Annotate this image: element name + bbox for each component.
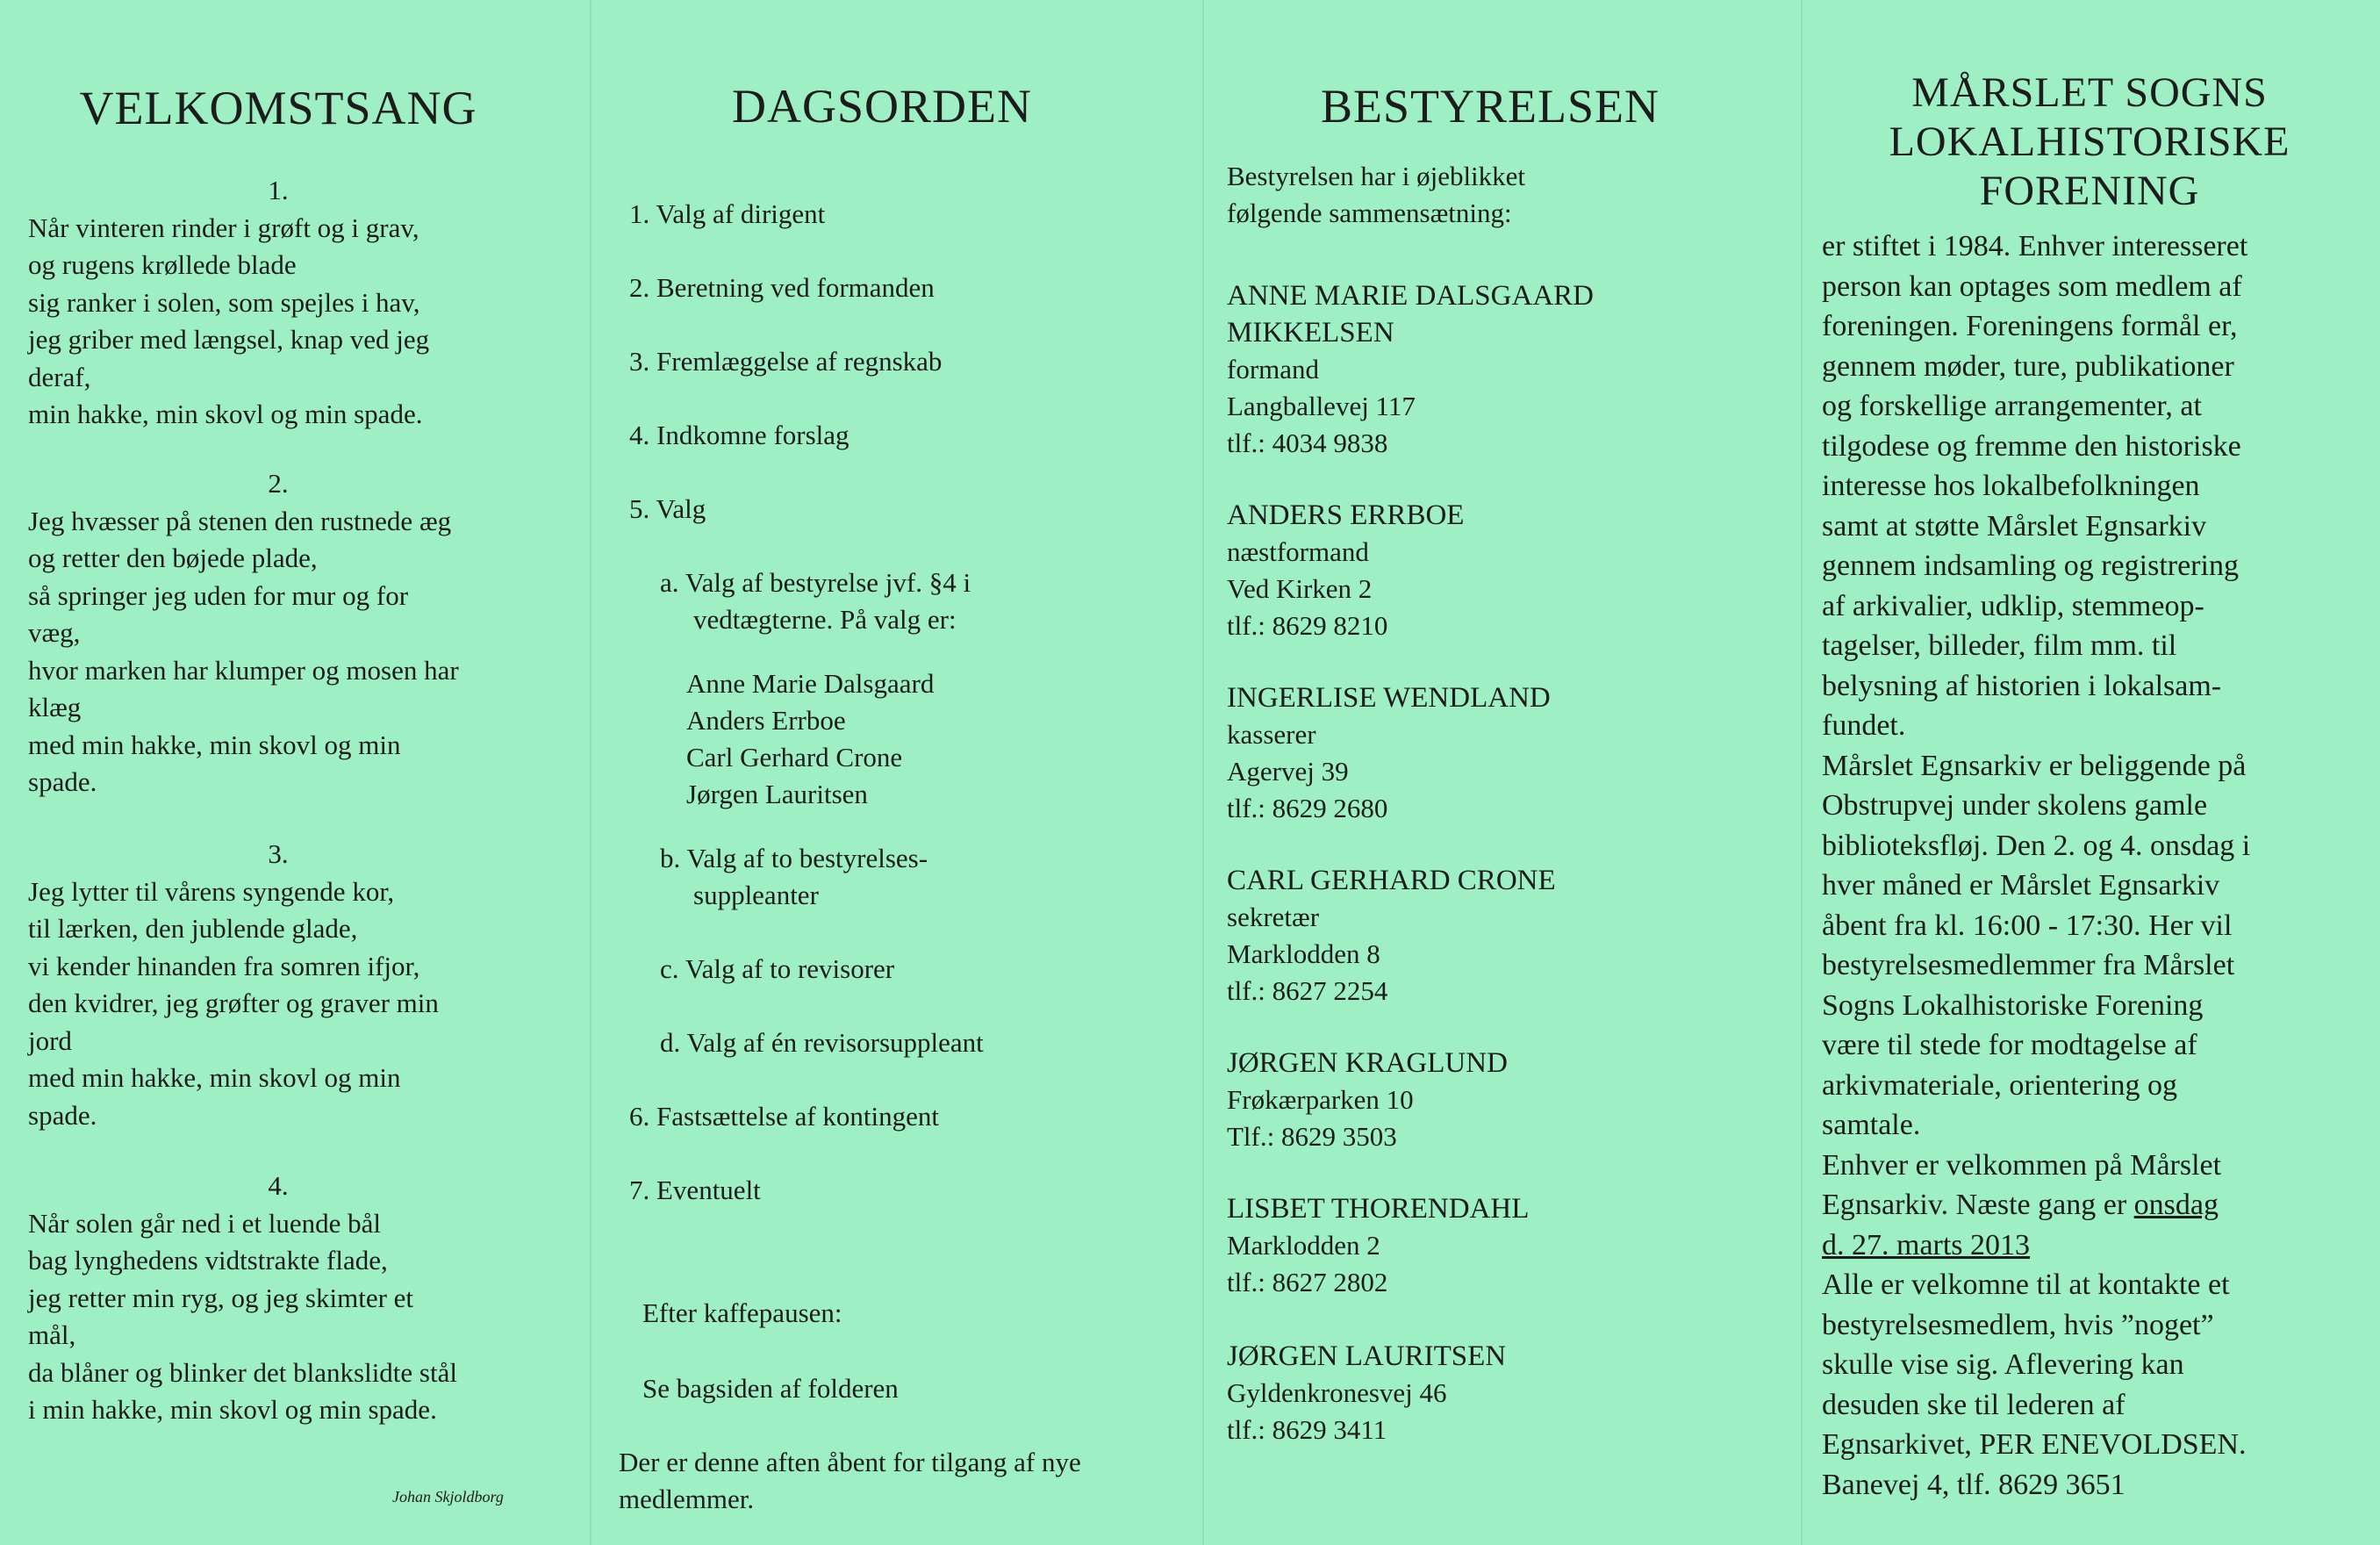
stanza-line: med min hakke, min skovl og min: [28, 1062, 401, 1093]
member-address: Gyldenkronesvej 46: [1227, 1377, 1447, 1408]
agenda-item: 1. Valg af dirigent: [629, 198, 826, 229]
body-line: person kan optages som medlem af: [1822, 269, 2242, 303]
member-role: sekretær: [1227, 902, 1320, 932]
candidate-name: Anders Errboe: [686, 705, 846, 736]
forening-title: [1822, 68, 2357, 216]
body-line: tagelser, billeder, film mm. til: [1822, 629, 2177, 662]
member-phone: tlf.: 8629 3411: [1227, 1414, 1387, 1445]
agenda-item: 3. Fremlæggelse af regnskab: [629, 346, 943, 377]
body-line: fundet.: [1822, 709, 1906, 742]
coffee-break-note: Efter kaffepausen:: [642, 1297, 842, 1328]
stanza-4: [28, 1168, 555, 1429]
stanza-line: jeg griber med længsel, knap ved jeg: [28, 324, 430, 355]
candidate-list: [686, 665, 934, 813]
body-line: samt at støtte Mårslet Egnsarkiv: [1822, 509, 2207, 543]
board-member: [1227, 277, 1594, 462]
agenda-subitem: suppleanter: [693, 880, 819, 910]
member-name: JØRGEN LAURITSEN: [1227, 1340, 1507, 1372]
dagsorden-panel: [614, 0, 1176, 1545]
stanza-number: 1.: [268, 175, 289, 205]
body-line: være til stede for modtagelse af: [1822, 1029, 2197, 1061]
agenda-subitem: d. Valg af én revisorsuppleant: [660, 1027, 984, 1058]
candidate-name: Jørgen Lauritsen: [686, 779, 868, 809]
bestyrelsen-title: BESTYRELSEN: [1320, 80, 1660, 133]
member-role: næstformand: [1227, 536, 1369, 567]
member-phone: tlf.: 8627 2802: [1227, 1267, 1388, 1297]
body-line: tilgodese og fremme den historiske: [1822, 429, 2241, 463]
stanza-line: med min hakke, min skovl og min: [28, 729, 401, 760]
member-name: JØRGEN KRAGLUND: [1227, 1047, 1508, 1079]
member-address: Langballevej 117: [1227, 391, 1416, 421]
see-back-note: Se bagsiden af folderen: [642, 1373, 899, 1404]
stanza-line: Jeg hvæsser på stenen den rustnede æg: [28, 505, 452, 536]
member-name: ANNE MARIE DALSGAARD: [1227, 280, 1594, 312]
body-line: desuden ske til lederen af: [1822, 1388, 2126, 1421]
stanza-line: spade.: [28, 766, 97, 797]
fold-line: [1801, 0, 1803, 1545]
stanza-line: jeg retter min ryg, og jeg skimter et: [28, 1282, 414, 1313]
title-line: LOKALHISTORISKE: [1889, 119, 2290, 165]
next-meeting-day: onsdag: [2133, 1189, 2219, 1221]
member-name: ANDERS ERRBOE: [1227, 499, 1465, 531]
stanza-line: hvor marken har klumper og mosen har: [28, 654, 459, 686]
stanza-3: [28, 836, 555, 1134]
member-phone: tlf.: 4034 9838: [1227, 428, 1388, 458]
body-line: interesse hos lokalbefolkningen: [1822, 470, 2200, 502]
title-line: MÅRSLET SOGNS: [1911, 69, 2268, 116]
stanza-line: da blåner og blinker det blankslidte stål: [28, 1356, 457, 1388]
member-phone: tlf.: 8627 2254: [1227, 975, 1388, 1006]
member-name: LISBET THORENDAHL: [1227, 1193, 1530, 1225]
stanza-line: væg,: [28, 617, 81, 648]
member-name: MIKKELSEN: [1227, 317, 1394, 349]
fold-line: [1202, 0, 1204, 1545]
velkomstsang-title: VELKOMSTSANG: [79, 82, 477, 134]
forening-body: [1822, 226, 2348, 1505]
body-line: Sogns Lokalhistoriske Forening: [1822, 988, 2204, 1022]
body-line: samtale.: [1822, 1109, 1921, 1141]
body-line: gennem møder, ture, publikationer: [1822, 349, 2234, 383]
board-member: [1227, 679, 1551, 827]
member-address: Marklodden 8: [1227, 938, 1380, 969]
agenda-subitem: b. Valg af to bestyrelses-: [660, 843, 928, 873]
member-address: Agervej 39: [1227, 756, 1349, 787]
next-meeting-line: [1822, 1185, 2348, 1225]
stanza-line: Jeg lytter til vårens syngende kor,: [28, 875, 395, 907]
next-meeting-prefix: Egnsarkiv. Næste gang er: [1822, 1189, 2134, 1221]
body-line: Obstrupvej under skolens gamle: [1822, 789, 2208, 822]
body-line: og forskellige arrangementer, at: [1822, 390, 2202, 422]
stanza-line: spade.: [28, 1099, 97, 1131]
stanza-line: jord: [28, 1024, 72, 1056]
body-line: af arkivalier, udklip, stemmeop-: [1822, 589, 2204, 622]
board-member: [1227, 1190, 1529, 1301]
candidate-name: Carl Gerhard Crone: [686, 742, 903, 772]
stanza-line: og rugens krøllede blade: [28, 249, 297, 280]
member-address: Ved Kirken 2: [1227, 573, 1373, 604]
board-member: [1227, 862, 1556, 1010]
board-member: [1227, 1045, 1508, 1155]
title-line: FORENING: [1979, 168, 2200, 214]
intro-line: følgende sammensætning:: [1227, 198, 1512, 228]
stanza-line: deraf,: [28, 361, 91, 392]
stanza-line: i min hakke, min skovl og min spade.: [28, 1394, 437, 1425]
body-line: arkivmateriale, orientering og: [1822, 1068, 2177, 1102]
stanza-line: Når vinteren rinder i grøft og i grav,: [28, 212, 419, 243]
agenda-item: 7. Eventuelt: [629, 1175, 761, 1205]
intro-line: Bestyrelsen har i øjeblikket: [1227, 161, 1526, 191]
body-line: belysning af historien i lokalsam-: [1822, 669, 2222, 702]
member-role: formand: [1227, 354, 1320, 384]
agenda-item: 6. Fastsættelse af kontingent: [629, 1101, 940, 1132]
fold-line: [590, 0, 591, 1545]
stanza-1: [28, 172, 555, 434]
stanza-line: vi kender hinanden fra somren ifjor,: [28, 950, 420, 981]
stanza-line: Når solen går ned i et luende bål: [28, 1207, 381, 1239]
agenda-item: 2. Beretning ved formanden: [629, 272, 935, 303]
next-meeting-date: d. 27. marts 2013: [1822, 1228, 2031, 1261]
stanza-line: og retter den bøjede plade,: [28, 543, 318, 573]
stanza-line: min hakke, min skovl og min spade.: [28, 399, 423, 429]
body-line: Alle er velkomne til at kontakte et: [1822, 1268, 2230, 1301]
board-member: [1227, 1338, 1506, 1448]
body-line: gennem indsamling og registrering: [1822, 550, 2239, 582]
body-line: åbent fra kl. 16:00 - 17:30. Her vil: [1822, 909, 2233, 942]
open-note-line: medlemmer.: [619, 1484, 755, 1514]
song-author: Johan Skjoldborg: [392, 1488, 504, 1505]
member-name: CARL GERHARD CRONE: [1227, 865, 1556, 896]
agenda-subitem: vedtægterne. På valg er:: [693, 604, 957, 635]
body-line: foreningen. Foreningens formål er,: [1822, 310, 2238, 342]
stanza-line: sig ranker i solen, som spejles i hav,: [28, 286, 420, 318]
body-line: Egnsarkivet, PER ENEVOLDSEN.: [1822, 1428, 2247, 1461]
stanza-line: så springer jeg uden for mur og for: [28, 579, 409, 611]
agenda-subitem: a. Valg af bestyrelse jvf. §4 i: [660, 567, 971, 598]
velkomstsang-panel: [28, 0, 555, 1545]
body-line: biblioteksfløj. Den 2. og 4. onsdag i: [1822, 829, 2251, 862]
agenda-item: 4. Indkomne forslag: [629, 420, 849, 450]
body-line: Banevej 4, tlf. 8629 3651: [1822, 1468, 2126, 1501]
stanza-2: [28, 465, 555, 801]
stanza-line: til lærken, den jublende glade,: [28, 913, 358, 944]
stanza-line: bag lynghedens vidtstrakte flade,: [28, 1245, 388, 1276]
forening-panel: [1822, 0, 2357, 1545]
member-phone: Tlf.: 8629 3503: [1227, 1121, 1397, 1152]
agenda-subitem: c. Valg af to revisorer: [660, 953, 895, 984]
dagsorden-title: DAGSORDEN: [731, 80, 1033, 133]
stanza-number: 4.: [268, 1170, 289, 1201]
body-line: Mårslet Egnsarkiv er beliggende på: [1822, 749, 2247, 782]
open-note-line: Der er denne aften åbent for tilgang af nye: [619, 1447, 1081, 1477]
candidate-name: Anne Marie Dalsgaard: [686, 668, 935, 699]
agenda-item: 5. Valg: [629, 493, 706, 524]
stanza-number: 3.: [268, 838, 289, 869]
next-meeting-date-line: [1822, 1225, 2348, 1266]
member-address: Frøkærparken 10: [1227, 1084, 1414, 1115]
body-line: hver måned er Mårslet Egnsarkiv: [1822, 869, 2220, 902]
member-role: kasserer: [1227, 719, 1316, 750]
stanza-line: den kvidrer, jeg grøfter og graver min: [28, 988, 439, 1018]
body-line: skulle vise sig. Aflevering kan: [1822, 1348, 2184, 1381]
stanza-number: 2.: [268, 468, 289, 499]
member-phone: tlf.: 8629 8210: [1227, 610, 1388, 641]
stanza-line: mål,: [28, 1319, 76, 1350]
body-line: bestyrelsesmedlemmer fra Mårslet: [1822, 949, 2235, 981]
member-name: INGERLISE WENDLAND: [1227, 682, 1551, 714]
bestyrelsen-panel: [1227, 0, 1789, 1545]
board-member: [1227, 497, 1464, 644]
member-address: Marklodden 2: [1227, 1230, 1380, 1261]
body-line: bestyrelsesmedlem, hvis ”noget”: [1822, 1308, 2214, 1341]
body-line: er stiftet i 1984. Enhver interesseret: [1822, 230, 2248, 262]
stanza-line: klæg: [28, 692, 82, 722]
board-intro: [1227, 158, 1525, 232]
body-line: Enhver er velkommen på Mårslet: [1822, 1148, 2222, 1182]
member-phone: tlf.: 8629 2680: [1227, 793, 1388, 823]
